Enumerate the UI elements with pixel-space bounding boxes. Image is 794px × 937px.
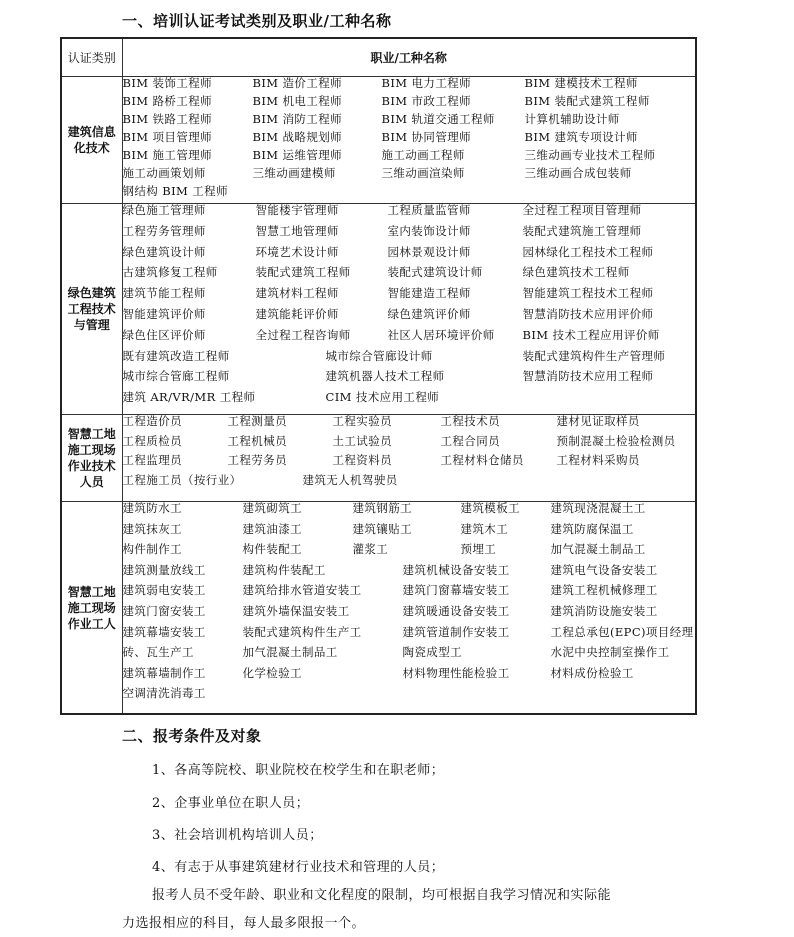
job-title: BIM 轨道交通工程师 — [381, 112, 495, 126]
job-title: 建筑防水工 — [122, 501, 182, 515]
job-title: 工程质检员 — [122, 433, 182, 448]
group-row-site-technicians — [61, 415, 696, 502]
note-text-continued: 力选报相应的科目，每人最多限报一个。 — [122, 916, 366, 931]
job-title: BIM 技术工程应用评价师 — [522, 327, 660, 342]
job-list — [122, 204, 696, 415]
job-title: 智慧消防技术应用评价师 — [522, 307, 654, 321]
job-category-table — [60, 37, 697, 715]
condition-item: 4、有志于从事建筑建材行业技术和管理的人员； — [152, 860, 445, 875]
job-title: 古建筑修复工程师 — [122, 265, 218, 280]
header-category: 认证类别 — [61, 38, 122, 77]
job-title: 城市综合管廊设计师 — [325, 348, 433, 363]
job-title: 装配式建筑构件生产管理师 — [522, 348, 666, 363]
job-title: 智慧工地管理师 — [255, 223, 339, 238]
job-title: 建筑测量放线工 — [122, 562, 206, 577]
job-title: 建筑暖通设备安装工 — [402, 604, 510, 618]
job-title: 土工试验员 — [332, 433, 392, 448]
job-title: 工程合同员 — [440, 433, 500, 448]
job-title: BIM 铁路工程师 — [122, 112, 213, 126]
job-title: 加气混凝土制品工 — [242, 645, 338, 660]
job-title: 建筑门窗幕墙安装工 — [402, 583, 510, 598]
job-title: 社区人居环境评价师 — [387, 327, 495, 342]
job-title: 建筑镶贴工 — [352, 521, 412, 536]
job-title: 绿色建筑设计师 — [122, 244, 206, 259]
job-title: 加气混凝土制品工 — [550, 542, 646, 557]
note-text: 报考人员不受年龄、职业和文化程度的限制，均可根据自我学习情况和实际能 — [152, 888, 612, 903]
job-title: 计算机辅助设计师 — [524, 112, 620, 126]
job-title: 装配式建筑设计师 — [387, 265, 483, 280]
job-title: 建筑能耗评价师 — [255, 307, 339, 321]
job-title: 绿色住区评价师 — [122, 327, 206, 342]
condition-item: 1、各高等院校、职业院校在校学生和在职老师； — [152, 763, 445, 778]
job-title: BIM 项目管理师 — [122, 130, 213, 144]
job-title: 城市综合管廊工程师 — [122, 369, 230, 384]
job-title: 建筑管道制作安装工 — [402, 624, 510, 639]
job-title: 三维动画专业技术工程师 — [524, 148, 656, 162]
job-title: 钢结构 BIM 工程师 — [122, 184, 228, 198]
job-title: BIM 装配式建筑工程师 — [524, 94, 650, 108]
job-title: 既有建筑改造工程师 — [122, 348, 230, 363]
job-title: 建筑材料工程师 — [255, 286, 339, 301]
job-title: 建筑节能工程师 — [122, 286, 206, 301]
job-title: 全过程工程咨询师 — [255, 327, 351, 342]
job-title: 建筑防腐保温工 — [550, 521, 634, 536]
job-title: 构件制作工 — [122, 542, 182, 557]
job-title: 建筑电气设备安装工 — [550, 562, 658, 577]
job-title: BIM 装饰工程师 — [122, 76, 213, 90]
job-title: 建筑无人机驾驶员 — [302, 472, 398, 487]
job-title: 三维动画合成包装师 — [524, 166, 632, 180]
section-2-title: 二、报考条件及对象 — [122, 727, 262, 745]
job-list — [122, 502, 696, 715]
job-title: 工程测量员 — [227, 414, 287, 428]
job-title: 工程材料采购员 — [556, 453, 640, 467]
job-title: 空调清洗消毒工 — [122, 686, 206, 701]
job-title: 建筑抹灰工 — [122, 521, 182, 536]
job-title: BIM 电力工程师 — [381, 76, 472, 90]
job-title: 智能楼宇管理师 — [255, 203, 339, 217]
category-label: 智慧工地施工现场作业工人 — [61, 502, 122, 715]
job-title: 建筑构件装配工 — [242, 562, 326, 577]
job-title: 装配式建筑构件生产工 — [242, 624, 362, 639]
job-list — [122, 415, 696, 502]
job-title: 预埋工 — [460, 542, 497, 557]
group-row-site-workers — [61, 502, 696, 715]
job-title: BIM 机电工程师 — [252, 94, 343, 108]
job-title: 工程质量监管师 — [387, 203, 471, 217]
job-title: 工程施工员（按行业） — [122, 472, 242, 487]
job-title: 建筑弱电安装工 — [122, 583, 206, 598]
job-title: BIM 战略规划师 — [252, 130, 343, 144]
job-title: 建筑机器人技术工程师 — [325, 369, 445, 384]
job-title: 智能建造工程师 — [387, 286, 471, 301]
job-title: 工程造价员 — [122, 414, 182, 428]
job-title: 环境艺术设计师 — [255, 244, 339, 259]
category-label: 绿色建筑工程技术与管理 — [61, 204, 122, 415]
job-title: 施工动画工程师 — [381, 148, 465, 162]
job-title: 智慧消防技术应用工程师 — [522, 369, 654, 384]
job-title: 工程材料仓储员 — [440, 453, 524, 467]
job-title: BIM 市政工程师 — [381, 94, 472, 108]
job-title: 三维动画渲染师 — [381, 166, 465, 180]
job-title: 工程实验员 — [332, 414, 392, 428]
job-title: 构件装配工 — [242, 542, 302, 557]
job-title: 建材见证取样员 — [556, 414, 640, 428]
table-header-row — [61, 38, 696, 77]
job-title: 工程劳务管理师 — [122, 223, 206, 238]
job-title: 建筑外墙保温安装工 — [242, 604, 350, 618]
job-title: 绿色建筑评价师 — [387, 307, 471, 321]
job-title: 三维动画建模师 — [252, 166, 336, 180]
job-title: 建筑木工 — [460, 521, 509, 536]
job-title: 园林绿化工程技术工程师 — [522, 244, 654, 259]
job-list — [122, 77, 696, 204]
job-title: 建筑幕墙制作工 — [122, 665, 206, 680]
job-title: 智能建筑评价师 — [122, 307, 206, 321]
job-title: 工程资料员 — [332, 453, 392, 467]
job-title: 建筑模板工 — [460, 501, 520, 515]
job-title: 预制混凝土检验检测员 — [556, 433, 676, 448]
job-title: 智能建筑工程技术工程师 — [522, 286, 654, 301]
job-title: 园林景观设计师 — [387, 244, 471, 259]
job-title: 砖、瓦生产工 — [122, 645, 194, 660]
job-title: 建筑油漆工 — [242, 521, 302, 536]
job-title: BIM 建模技术工程师 — [524, 76, 638, 90]
job-title: 工程机械员 — [227, 433, 287, 448]
group-row-bim — [61, 77, 696, 204]
job-title: 化学检验工 — [242, 665, 302, 680]
job-title: 建筑消防设施安装工 — [550, 604, 658, 618]
job-title: 建筑现浇混凝土工 — [550, 501, 646, 515]
job-title: 装配式建筑工程师 — [255, 265, 351, 280]
job-title: 建筑机械设备安装工 — [402, 562, 510, 577]
header-job-name: 职业/工种名称 — [122, 38, 696, 77]
job-title: BIM 运维管理师 — [252, 148, 343, 162]
job-title: 绿色建筑技术工程师 — [522, 265, 630, 280]
job-title: BIM 协同管理师 — [381, 130, 472, 144]
job-title: 水泥中央控制室操作工 — [550, 645, 670, 660]
job-title: 建筑门窗安装工 — [122, 604, 206, 618]
job-title: 工程技术员 — [440, 414, 500, 428]
job-title: BIM 路桥工程师 — [122, 94, 213, 108]
job-title: 施工动画策划师 — [122, 166, 206, 180]
job-title: BIM 消防工程师 — [252, 112, 343, 126]
job-title: 全过程工程项目管理师 — [522, 203, 642, 217]
job-title: 材料成份检验工 — [550, 665, 634, 680]
condition-item: 3、社会培训机构培训人员； — [152, 828, 323, 843]
job-title: 建筑工程机械修理工 — [550, 583, 658, 598]
category-label: 建筑信息化技术 — [61, 77, 122, 204]
section-1-title: 一、培训认证考试类别及职业/工种名称 — [122, 12, 392, 30]
job-title: 绿色施工管理师 — [122, 203, 206, 217]
job-title: 建筑 AR/VR/MR 工程师 — [122, 390, 256, 405]
job-title: 建筑给排水管道安装工 — [242, 583, 362, 598]
job-title: CIM 技术应用工程师 — [325, 390, 440, 405]
job-title: 灌浆工 — [352, 542, 389, 557]
job-title: 建筑钢筋工 — [352, 501, 412, 515]
group-row-green-building — [61, 204, 696, 415]
job-title: BIM 施工管理师 — [122, 148, 213, 162]
job-title: BIM 造价工程师 — [252, 76, 343, 90]
condition-item: 2、企事业单位在职人员； — [152, 796, 310, 811]
job-title: 工程监理员 — [122, 453, 182, 467]
job-title: BIM 建筑专项设计师 — [524, 130, 638, 144]
job-title: 工程总承包(EPC)项目经理 — [550, 624, 694, 639]
job-title: 陶瓷成型工 — [402, 645, 462, 660]
job-title: 工程劳务员 — [227, 453, 287, 467]
job-title: 室内装饰设计师 — [387, 223, 471, 238]
job-title: 装配式建筑施工管理师 — [522, 223, 642, 238]
job-title: 材料物理性能检验工 — [402, 665, 510, 680]
job-title: 建筑幕墙安装工 — [122, 624, 206, 639]
job-title: 建筑砌筑工 — [242, 501, 302, 515]
category-label: 智慧工地施工现场作业技术人员 — [61, 415, 122, 502]
